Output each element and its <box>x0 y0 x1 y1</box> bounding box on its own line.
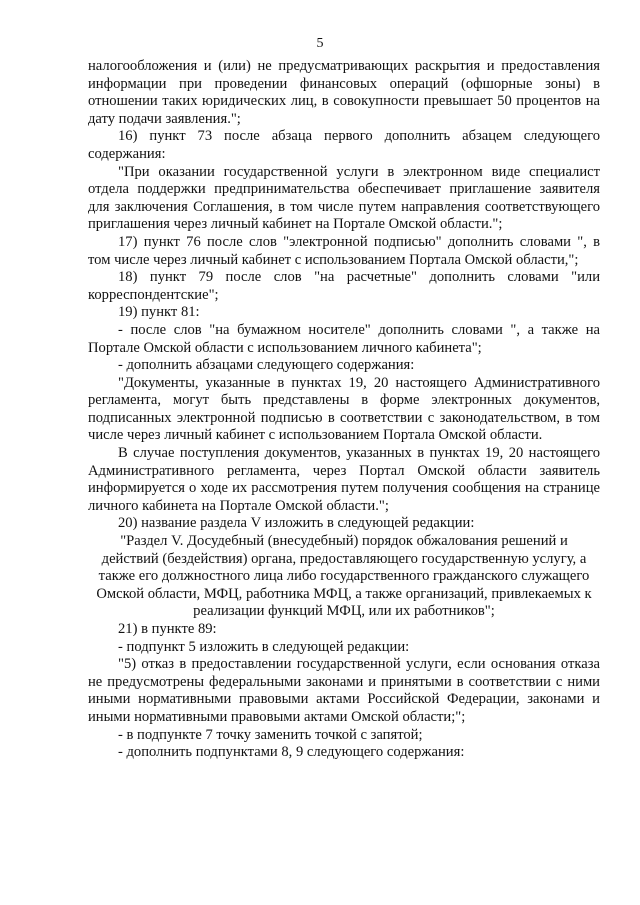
section-heading: "Раздел V. Досудебный (внесудебный) порядок обжалования решений и действий (бездействия) органа, предоставляющего государственную услугу, а также его должностного лица либо государственного гражданского служащего Омской области, МФЦ, работника МФЦ, а также организаций, привлекаемых к реализации функций МФЦ, или их работников"; <box>96 533 592 620</box>
paragraph-item-17: 17) пункт 76 после слов "электронной подписью" дополнить словами ", в том числе через личный кабинет с использованием Портала Омской области,"; <box>88 233 600 268</box>
page-number: 5 <box>316 36 324 51</box>
paragraph-item-19-sub-1: - после слов "на бумажном носителе" дополнить словами ", а также на Портале Омской области с использованием личного кабинета"; <box>88 321 600 356</box>
paragraph-item-19-quote-1: "Документы, указанные в пунктах 19, 20 настоящего Административного регламента, могут быть представлены в форме электронных документов, подписанных электронной подписью в соответствии с законодательством, в том числе через личный кабинет с использованием Портала Омской области. <box>88 374 600 444</box>
paragraph-item-18: 18) пункт 79 после слов "на расчетные" дополнить словами "или корреспондентские"; <box>88 269 600 303</box>
paragraph-item-16-text: "При оказании государственной услуги в электронном виде специалист отдела поддержки предпринимательства обеспечивает приглашение заявителя для заключения Соглашения, в том числе путем направления соответствующего приглашения через личный кабинет на Портале Омской области."; <box>88 163 600 233</box>
paragraph-item-19-quote-2: В случае поступления документов, указанных в пунктах 19, 20 настоящего Административного регламента, через Портал Омской области заявитель информируется о ходе их рассмотрения путем получения сообщения на странице личного кабинета на Портале Омской области."; <box>88 445 600 514</box>
paragraph-item-20: 20) название раздела V изложить в следующей редакции: <box>118 515 475 532</box>
document-body <box>88 58 600 762</box>
paragraph-item-21-quote: "5) отказ в предоставлении государственной услуги, если основания отказа не предусмотрены федеральными законами и принятыми в соответствии с ними иными нормативными правовыми актами Российской Федерации, законами и иными нормативными правовыми актами Омской области;"; <box>88 656 600 725</box>
paragraph-item-16: 16) пункт 73 после абзаца первого дополнить абзацем следующего содержания: <box>88 128 600 162</box>
paragraph-continuation: налогообложения и (или) не предусматривающих раскрытия и предоставления информации при проведении финансовых операций (офшорные зоны) в отношении таких юридических лиц, в совокупности превышает 50 процентов на дату подачи заявления."; <box>88 58 600 127</box>
paragraph-item-19-sub-2: - дополнить абзацами следующего содержания: <box>118 357 415 374</box>
paragraph-item-21-sub-1: - подпункт 5 изложить в следующей редакции: <box>118 638 410 655</box>
paragraph-item-21-sub-2: - в подпункте 7 точку заменить точкой с запятой; <box>118 726 423 743</box>
paragraph-item-21-sub-3: - дополнить подпунктами 8, 9 следующего содержания: <box>118 744 465 761</box>
paragraph-item-21: 21) в пункте 89: <box>118 621 217 637</box>
paragraph-item-19: 19) пункт 81: <box>118 304 200 321</box>
